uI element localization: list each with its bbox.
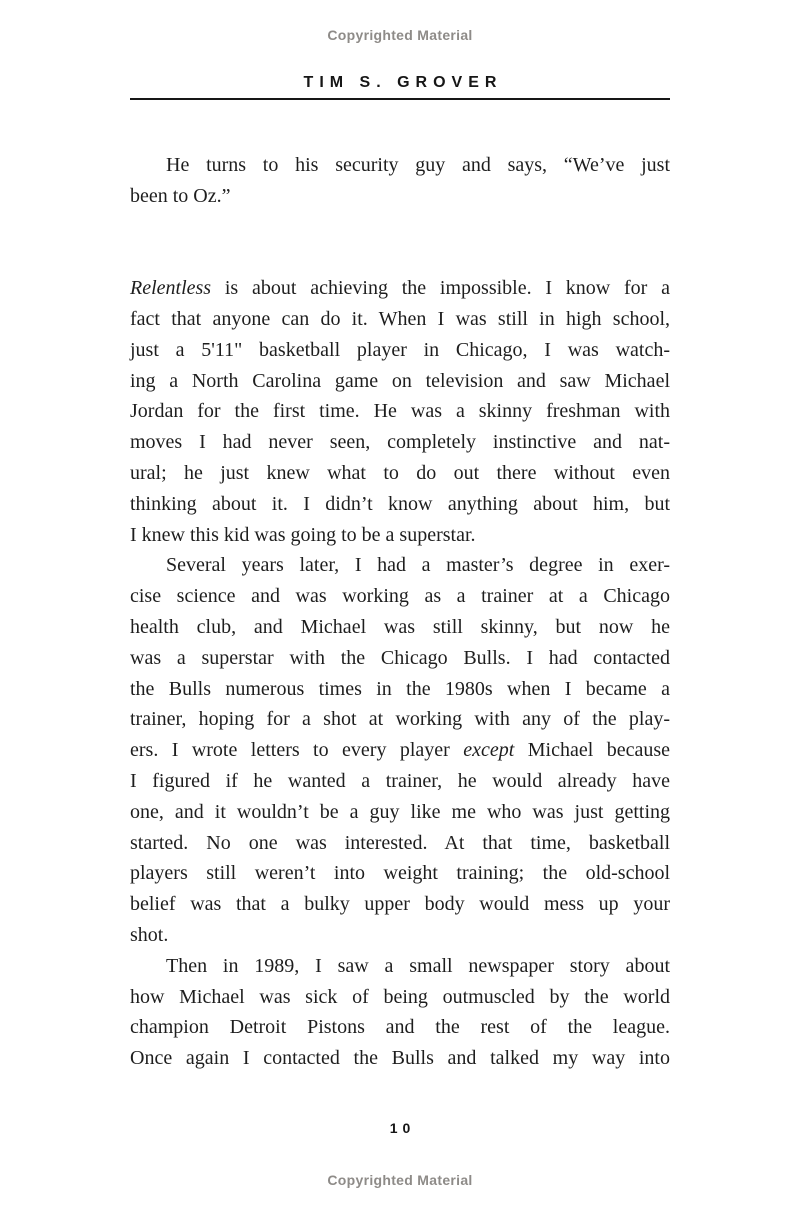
text-line: ing a North Carolina game on television and saw Michael	[130, 369, 670, 392]
text-line: shot.	[130, 923, 169, 946]
text-line: cise science and was working as a trainer at a Chicago	[130, 585, 670, 608]
text-line: Relentless is about achieving the impossible. I know for a	[130, 277, 670, 300]
text-line: belief was that a bulky upper body would mess up your	[130, 893, 670, 916]
text-line: I figured if he wanted a trainer, he would already have	[130, 769, 670, 792]
body-text	[130, 150, 670, 1074]
paragraph	[130, 273, 670, 550]
text-line: moves I had never seen, completely instinctive and nat-	[130, 431, 670, 454]
paragraph	[130, 550, 670, 950]
text-line: trainer, hoping for a shot at working with any of the play-	[130, 708, 670, 731]
text-line: health club, and Michael was still skinny, but now he	[130, 615, 670, 638]
paragraph	[130, 951, 670, 1074]
text-line: He turns to his security guy and says, “We’ve just	[166, 154, 670, 176]
paragraph	[130, 150, 670, 212]
text-line: Jordan for the first time. He was a skinny freshman with	[130, 400, 670, 423]
text-line: one, and it wouldn’t be a guy like me who was just getting	[130, 800, 670, 823]
page-number: 10	[389, 1120, 416, 1136]
text-line: fact that anyone can do it. When I was still in high school,	[130, 307, 670, 330]
text-line: was a superstar with the Chicago Bulls. I had contacted	[130, 646, 670, 669]
text-line: players still weren’t into weight training; the old-school	[130, 862, 670, 885]
text-line: Once again I contacted the Bulls and talked my way into	[130, 1047, 670, 1070]
text-line: Then in 1989, I saw a small newspaper story about	[166, 954, 670, 977]
text-line: started. No one was interested. At that time, basketball	[130, 831, 670, 854]
copyright-notice-top: Copyrighted Material	[327, 27, 473, 43]
text-line: been to Oz.”	[130, 184, 231, 207]
copyright-notice-bottom: Copyrighted Material	[327, 1172, 473, 1188]
text-line: thinking about it. I didn’t know anything about him, but	[130, 492, 670, 515]
text-line: champion Detroit Pistons and the rest of the league.	[130, 1016, 670, 1039]
text-line: ers. I wrote letters to every player except Michael because	[130, 739, 670, 762]
text-line: just a 5'11" basketball player in Chicago, I was watch-	[130, 338, 670, 361]
text-line: how Michael was sick of being outmuscled by the world	[130, 985, 670, 1008]
text-line: I knew this kid was going to be a superstar.	[130, 523, 476, 546]
text-line: ural; he just knew what to do out there without even	[130, 461, 670, 484]
text-line: Several years later, I had a master’s degree in exer-	[166, 554, 670, 577]
header-rule	[130, 98, 670, 100]
text-line: the Bulls numerous times in the 1980s when I became a	[130, 677, 670, 700]
author-running-header: TIM S. GROVER	[303, 74, 503, 91]
